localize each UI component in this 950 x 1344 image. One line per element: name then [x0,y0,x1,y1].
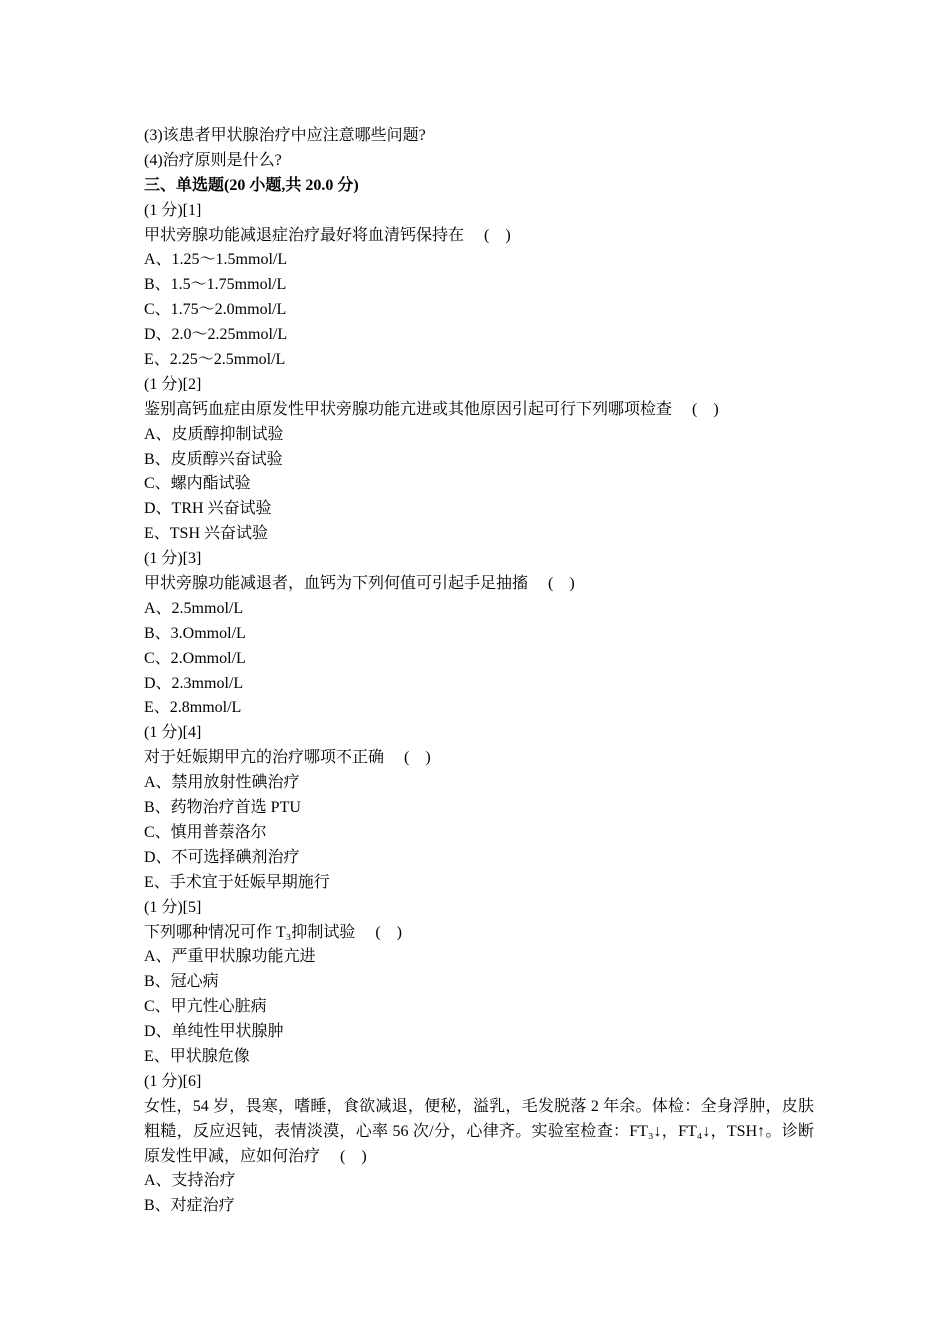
q5-option-d: D、单纯性甲状腺肿 [144,1023,284,1041]
q3-option-c: C、2.Ommol/L [144,649,246,667]
q3-stem: 甲状旁腺功能减退者，血钙为下列何值可引起手足抽搐 ( ) [144,575,575,593]
q3-option-a: A、2.5mmol/L [144,599,244,617]
q6-option-b: B、对症治疗 [144,1197,235,1215]
q6-stem: 女性，54 岁，畏寒，嗜睡，食欲减退，便秘，溢乳，毛发脱落 2 年余。体检：全身浮肿，皮肤粗糙，反应迟钝，表情淡漠，心率 56 次/分，心律齐。实验室检查：FT₃↓，FT₄↓，TSH↑。诊断原发性甲减，应如何治疗 ( ) [144,1097,814,1165]
question-4-text: (4)治疗原则是什么? [144,151,282,169]
q1-option-e: E、2.25～2.5mmol/L [144,351,286,369]
q2-stem: 鉴别高钙血症由原发性甲状旁腺功能亢进或其他原因引起可行下列哪项检查 ( ) [144,400,719,418]
q2-option-e: E、TSH 兴奋试验 [144,525,269,543]
q1-option-c: C、1.75～2.0mmol/L [144,301,287,319]
q2-score: (1 分)[2] [144,375,202,393]
q5-score: (1 分)[5] [144,898,202,916]
q3-option-e: E、2.8mmol/L [144,699,242,717]
section-heading: 三、单选题(20 小题,共 20.0 分) [144,176,359,194]
q2-option-d: D、TRH 兴奋试验 [144,500,272,518]
q5-option-a: A、严重甲状腺功能亢进 [144,948,316,966]
q2-option-b: B、皮质醇兴奋试验 [144,450,283,468]
document-body [144,124,814,1219]
q5-stem: 下列哪种情况可作 T₃抑制试验 ( ) [144,923,403,941]
q3-option-b: B、3.Ommol/L [144,624,246,642]
q3-score: (1 分)[3] [144,550,202,568]
q4-option-b: B、药物治疗首选 PTU [144,799,301,817]
q2-option-c: C、螺内酯试验 [144,475,251,493]
q4-score: (1 分)[4] [144,724,202,742]
q1-option-d: D、2.0～2.25mmol/L [144,326,288,344]
q6-option-a: A、支持治疗 [144,1172,236,1190]
q4-stem: 对于妊娠期甲亢的治疗哪项不正确 ( ) [144,749,431,767]
q2-option-a: A、皮质醇抑制试验 [144,425,284,443]
q4-option-d: D、不可选择碘剂治疗 [144,848,300,866]
q1-stem: 甲状旁腺功能减退症治疗最好将血清钙保持在 ( ) [144,226,511,244]
q6-score: (1 分)[6] [144,1072,202,1090]
q4-option-e: E、手术宜于妊娠早期施行 [144,873,330,891]
question-3-text: (3)该患者甲状腺治疗中应注意哪些问题? [144,127,426,144]
q4-option-a: A、禁用放射性碘治疗 [144,774,300,792]
q5-option-b: B、冠心病 [144,973,219,991]
q5-option-c: C、甲亢性心脏病 [144,998,267,1016]
q1-option-a: A、1.25～1.5mmol/L [144,251,288,269]
q4-option-c: C、慎用普萘洛尔 [144,823,267,841]
q1-score: (1 分)[1] [144,201,202,219]
q5-option-e: E、甲状腺危像 [144,1047,250,1065]
q1-option-b: B、1.5～1.75mmol/L [144,276,287,294]
q3-option-d: D、2.3mmol/L [144,674,244,692]
